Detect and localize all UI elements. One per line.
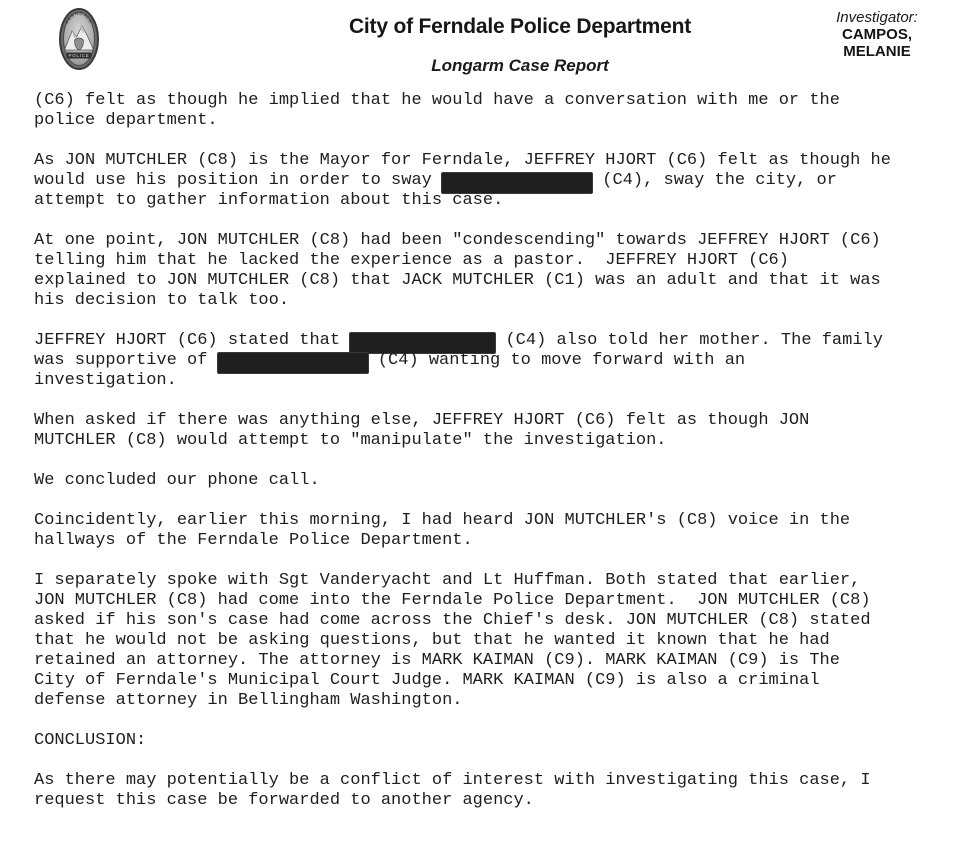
text-line (34, 471, 946, 491)
text-segment: attempt to gather information about this case. (34, 191, 504, 210)
page-title: City of Ferndale Police Department (348, 15, 692, 38)
text-segment: police department. (34, 111, 218, 130)
redaction-bar (350, 333, 495, 353)
paragraph (34, 151, 946, 211)
paragraph (34, 771, 946, 811)
investigator-label: Investigator: (836, 9, 918, 26)
text-line (34, 171, 946, 191)
text-segment: (C4) also told her mother. The family (495, 331, 883, 350)
text-line (34, 511, 946, 531)
paragraph (34, 511, 946, 551)
text-segment: telling him that he lacked the experience as a pastor. JEFFREY HJORT (C6) (34, 251, 789, 270)
text-line (34, 771, 946, 791)
text-segment: (C6) felt as though he implied that he would have a conversation with me or the (34, 91, 840, 110)
text-segment: MUTCHLER (C8) would attempt to "manipulate" the investigation. (34, 431, 667, 450)
investigator-name-line1: CAMPOS, (841, 26, 912, 43)
badge-bottom-text: POLICE (68, 53, 90, 58)
text-segment: CONCLUSION: (34, 731, 147, 750)
text-line (34, 411, 946, 431)
investigator-name-line2: MELANIE (843, 43, 911, 60)
paragraph (34, 471, 946, 491)
text-segment: hallways of the Ferndale Police Department. (34, 531, 473, 550)
text-line (34, 271, 946, 291)
report-type-subtitle: Longarm Case Report (431, 56, 609, 75)
text-line (34, 91, 946, 111)
text-segment: (C4) wanting to move forward with an (367, 351, 746, 370)
text-segment: At one point, JON MUTCHLER (C8) had been "condescending" towards JEFFREY HJORT (C6) (34, 231, 881, 250)
paragraph (34, 731, 946, 751)
paragraph (34, 231, 946, 311)
text-line (34, 651, 946, 671)
text-segment: As there may potentially be a conflict of interest with investigating this case, I (34, 771, 871, 790)
text-segment: JON MUTCHLER (C8) had come into the Ferndale Police Department. JON MUTCHLER (C8) (34, 591, 871, 610)
text-segment: I separately spoke with Sgt Vanderyacht and Lt Huffman. Both stated that earlier, (34, 571, 861, 590)
redaction-bar (218, 353, 368, 373)
text-segment: retained an attorney. The attorney is MARK KAIMAN (C9). MARK KAIMAN (C9) is The (34, 651, 840, 670)
text-segment: was supportive of (34, 351, 218, 370)
text-segment: would use his position in order to sway (34, 171, 443, 190)
text-segment: JEFFREY HJORT (C6) stated that (34, 331, 351, 350)
text-segment: request this case be forwarded to another agency. (34, 791, 534, 810)
text-segment: Coincidently, earlier this morning, I had heard JON MUTCHLER's (C8) voice in the (34, 511, 851, 530)
text-line (34, 231, 946, 251)
text-segment: defense attorney in Bellingham Washington. (34, 691, 463, 710)
paragraph (34, 571, 946, 711)
text-line (34, 291, 946, 311)
text-line (34, 151, 946, 171)
text-segment: that he would not be asking questions, but that he wanted it known that he had (34, 631, 830, 650)
text-line (34, 531, 946, 551)
text-line (34, 691, 946, 711)
text-line (34, 611, 946, 631)
investigator-block (816, 9, 938, 60)
text-line (34, 731, 946, 751)
text-segment: As JON MUTCHLER (C8) is the Mayor for Ferndale, JEFFREY HJORT (C6) felt as though he (34, 151, 891, 170)
text-line (34, 431, 946, 451)
text-segment: When asked if there was anything else, JEFFREY HJORT (C6) felt as though JON (34, 411, 810, 430)
badge-top-text: FERNDALE (64, 10, 94, 25)
text-segment: City of Ferndale's Municipal Court Judge. MARK KAIMAN (C9) is also a criminal (34, 671, 820, 690)
text-segment: his decision to talk too. (34, 291, 290, 310)
text-segment: (C4), sway the city, or (592, 171, 837, 190)
paragraph (34, 91, 946, 131)
text-line (34, 571, 946, 591)
text-line (34, 671, 946, 691)
report-body (34, 91, 946, 831)
text-line (34, 251, 946, 271)
text-line (34, 191, 946, 211)
text-line (34, 791, 946, 811)
text-line (34, 331, 946, 351)
redaction-bar (442, 173, 592, 193)
text-segment: explained to JON MUTCHLER (C8) that JACK MUTCHLER (C1) was an adult and that it was (34, 271, 881, 290)
text-segment: We concluded our phone call. (34, 471, 320, 490)
text-line (34, 111, 946, 131)
text-line (34, 591, 946, 611)
paragraph (34, 331, 946, 391)
text-segment: asked if his son's case had come across the Chief's desk. JON MUTCHLER (C8) stated (34, 611, 871, 630)
text-segment: investigation. (34, 371, 177, 390)
text-line (34, 631, 946, 651)
paragraph (34, 411, 946, 451)
text-line (34, 371, 946, 391)
text-line (34, 351, 946, 371)
